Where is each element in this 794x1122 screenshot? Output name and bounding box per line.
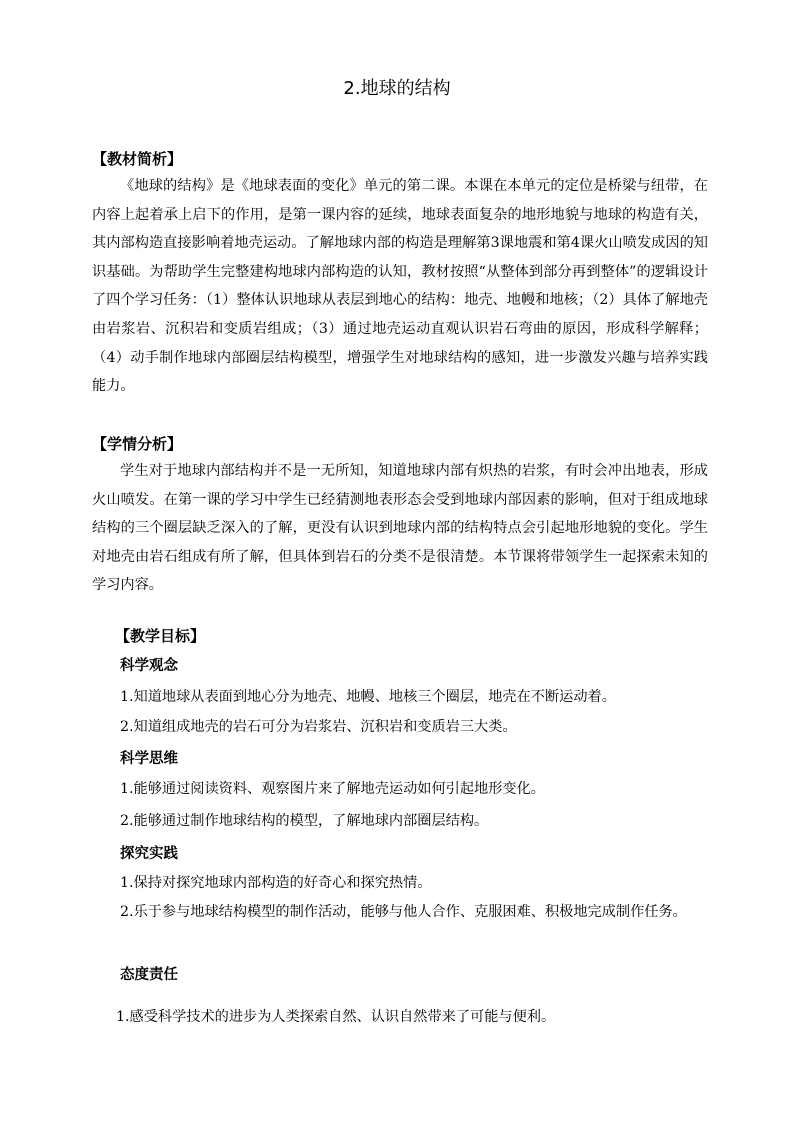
- objective-item: 1.知道地球从表面到地心分为地壳、地幔、地核三个圈层，地壳在不断运动着。: [120, 689, 616, 705]
- objective-group-title-practice: 探究实践: [120, 846, 178, 862]
- objective-group-title-thinking: 科学思维: [120, 751, 178, 767]
- page-title: 2.地球的结构: [343, 78, 451, 99]
- objective-item: 1.感受科学技术的进步为人类探索自然、认识自然带来了可能与便利。: [116, 1009, 556, 1025]
- objective-item: 2.能够通过制作地球结构的模型，了解地球内部圈层结构。: [120, 813, 489, 829]
- textbook-analysis-paragraph: 《地球的结构》是《地球表面的变化》单元的第二课。本课在本单元的定位是桥梁与纽带，在内容上起着承上启下的作用，是第一课内容的延续，地球表面复杂的地形地貌与地球的构造有关，其内部构造直接影响着地壳运动。了解地球内部的构造是理解第3课地震和第4课火山喷发成因的知识基础。为帮助学生完整建构地球内部构造的认知，教材按照“从整体到部分再到整体”的逻辑设计了四个学习任务：（1）整体认识地球从表层到地心的结构：地壳、地幔和地核；（2）具体了解地壳由岩浆岩、沉积岩和变质岩组成；（3）通过地壳运动直观认识岩石弯曲的原因，形成科学解释；（4）动手制作地球内部圈层结构模型，增强学生对地球结构的感知，进一步激发兴趣与培养实践能力。: [92, 178, 708, 395]
- section-heading-students: 【学情分析】: [92, 435, 183, 453]
- objective-item: 2.乐于参与地球结构模型的制作活动，能够与他人合作、克服困难、积极地完成制作任务。: [120, 904, 687, 920]
- objective-item: 1.能够通过阅读资料、观察图片来了解地壳运动如何引起地形变化。: [120, 781, 545, 797]
- section-heading-objectives: 【教学目标】: [115, 627, 206, 645]
- section-heading-textbook: 【教材简析】: [92, 150, 183, 168]
- objective-group-title-concept: 科学观念: [120, 658, 178, 674]
- objective-item: 2.知道组成地壳的岩石可分为岩浆岩、沉积岩和变质岩三大类。: [120, 719, 517, 735]
- objective-item: 1.保持对探究地球内部构造的好奇心和探究热情。: [120, 875, 432, 891]
- student-analysis-paragraph: 学生对于地球内部结构并不是一无所知，知道地球内部有炽热的岩浆，有时会冲出地表，形成火山喷发。在第一课的学习中学生已经猜测地表形态会受到地球内部因素的影响，但对于组成地球结构的三个圈层缺乏深入的了解，更没有认识到地球内部的结构特点会引起地形地貌的变化。学生对地壳由岩石组成有所了解，但具体到岩石的分类不是很清楚。本节课将带领学生一起探索未知的学习内容。: [92, 463, 708, 594]
- objective-group-title-attitude: 态度责任: [120, 967, 178, 983]
